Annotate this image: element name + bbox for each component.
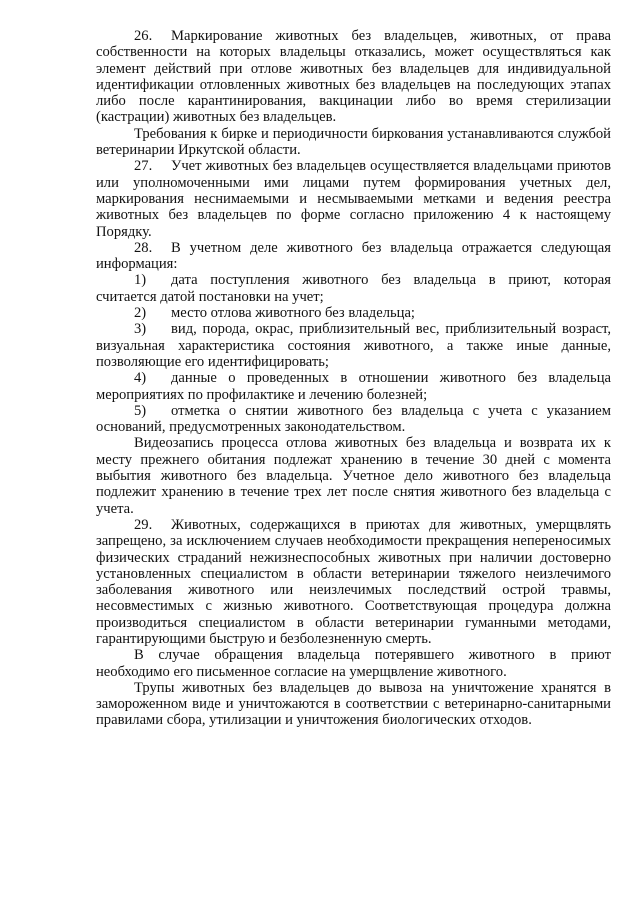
paragraph-27 (96, 158, 611, 239)
list-item-4 (96, 370, 611, 403)
paragraph-text: Видеозапись процесса отлова животных без владельца и возврата их к месту прежнего обитания подлежат хранению в течение 30 дней с момента выбытия животного без владельца. Учетное дело животного без владельца подлежит хранению в течение трех лет после снятия животного без владельца с учета. (96, 435, 611, 517)
paragraph-number: 27. (134, 158, 153, 175)
list-item-number: 2) (134, 305, 147, 322)
paragraph-video-record (96, 435, 611, 516)
paragraph-number: 28. (134, 239, 153, 256)
paragraph-26 (96, 28, 611, 126)
paragraph-tag-requirements (96, 126, 611, 159)
list-item-5 (96, 403, 611, 436)
paragraph-text: Маркирование животных без владельцев, животных, от права собственности на которых владельцы отказались, может осуществляться как элемент действий при отлове животных без владельцев для индивидуальной идентификации отловленных животных без владельцев на последующих этапах либо после карантинирования, вакцинации либо во время стерилизации (кастрации) животных без владельцев. (96, 28, 611, 126)
paragraph-text: В учетном деле животного без владельца отражается следующая информация: (96, 239, 611, 273)
paragraph-number: 26. (134, 28, 153, 44)
list-item-text: дата поступления животного без владельца в приют, которая считается датой постановки на учет; (96, 272, 611, 305)
list-item-number: 5) (134, 402, 147, 419)
list-item-text: вид, порода, окрас, приблизительный вес, приблизительный возраст, визуальная характеристика состояния животного, а также иные данные, позволяющие его идентифицировать; (96, 321, 611, 370)
paragraph-text: Животных, содержащихся в приютах для животных, умерщвлять запрещено, за исключением случаев необходимости прекращения непереносимых физических страданий нежизнеспособных животных при наличии достоверно установленных специалистом в области ветеринарии тяжелого неизлечимого заболевания животного или неизлечимых последствий острой травмы, несовместимых с жизнью животного. Соответствующая процедура должна производиться специалистом в области ветеринарии гуманными методами, гарантирующими быструю и безболезненную смерть. (96, 516, 611, 647)
paragraph-owner-consent (96, 647, 611, 680)
list-item-text: отметка о снятии животного без владельца с учета с указанием оснований, предусмотренных законодательством. (96, 402, 611, 436)
paragraph-text: Требования к бирке и периодичности биркования устанавливаются службой ветеринарии Иркутской области. (96, 125, 611, 159)
paragraph-28 (96, 240, 611, 273)
list-item-1 (96, 272, 611, 305)
list-item-number: 3) (134, 321, 147, 338)
list-item-3 (96, 321, 611, 370)
list-item-text: место отлова животного без владельца; (171, 305, 415, 322)
list-item-text: данные о проведенных в отношении животного без владельца мероприятиях по профилактике и лечению болезней; (96, 370, 611, 403)
list-item-number: 1) (134, 272, 147, 289)
paragraph-carcass-storage (96, 680, 611, 729)
paragraph-text: Трупы животных без владельцев до вывоза на уничтожение хранятся в замороженном виде и уничтожаются в соответствии с ветеринарно-санитарными правилами сбора, утилизации и уничтожения биологических отходов. (96, 679, 611, 729)
list-item-number: 4) (134, 370, 147, 387)
paragraph-text: Учет животных без владельцев осуществляется владельцами приютов или уполномоченными ими лицами путем формирования учетных дел, маркирования неснимаемыми и несмываемыми метками и ведения реестра животных без владельцев по форме согласно приложению 4 к настоящему Порядку. (96, 158, 611, 240)
paragraph-29 (96, 517, 611, 647)
document-page (96, 28, 611, 729)
paragraph-number: 29. (134, 516, 153, 533)
list-item-2 (96, 305, 611, 321)
paragraph-text: В случае обращения владельца потерявшего животного в приют необходимо его письменное согласие на умерщвление животного. (96, 647, 611, 680)
